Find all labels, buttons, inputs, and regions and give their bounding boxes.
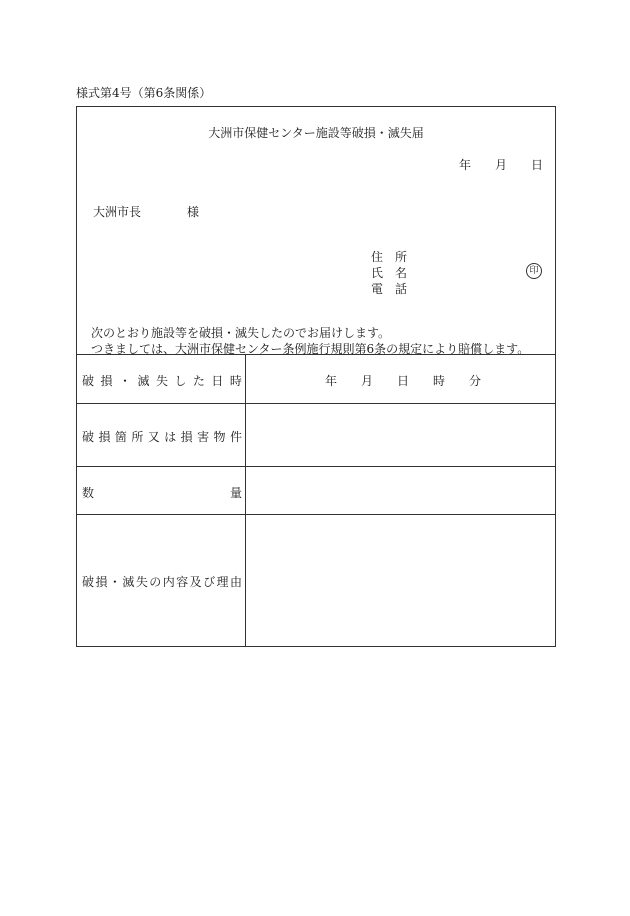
row-label-char: 及 <box>189 575 202 589</box>
date-month-label: 月 <box>495 158 508 172</box>
datetime-day-label: 日 <box>397 374 410 388</box>
table-divider <box>77 354 555 355</box>
phone-label: 電 話 <box>371 282 408 296</box>
row-label-char: ・ <box>118 374 131 388</box>
row-label-char: 理 <box>216 575 229 589</box>
row-label-char: 物 <box>213 430 226 444</box>
datetime-hour-label: 時 <box>433 374 446 388</box>
statement-line-1: 次のとおり施設等を破損・滅失したのでお届けします。 <box>91 326 391 340</box>
address-label: 住 所 <box>371 250 408 264</box>
addressee: 大洲市長 <box>93 205 142 219</box>
row-label-char: 損 <box>98 430 111 444</box>
seal-mark: 印 <box>526 263 542 279</box>
row-label-char: し <box>174 374 187 388</box>
row-label-char: 破 <box>82 430 95 444</box>
row-label-char: ・ <box>108 575 121 589</box>
row-label-char: 害 <box>197 430 210 444</box>
datetime-year-label: 年 <box>325 374 338 388</box>
form-table <box>76 106 556 647</box>
row-label-char: た <box>192 374 205 388</box>
datetime-month-label: 月 <box>361 374 374 388</box>
row-label-char: 量 <box>229 486 242 500</box>
name-label: 氏 名 <box>371 266 408 280</box>
date-day-label: 日 <box>531 158 544 172</box>
statement-line-2: つきましては、大洲市保健センター条例施行規則第6条の規定により賠償します。 <box>91 342 530 356</box>
row-label-char: 滅 <box>137 374 150 388</box>
table-divider <box>77 466 555 467</box>
row-label-char: 損 <box>100 374 113 388</box>
row-label-char: 失 <box>135 575 148 589</box>
row-label-details-reason <box>82 573 242 590</box>
row-label-char: 破 <box>82 575 95 589</box>
row-label-char: 破 <box>82 374 95 388</box>
row-label-char: 滅 <box>122 575 135 589</box>
row-label-quantity <box>82 484 242 501</box>
row-label-damaged-item <box>82 428 242 445</box>
form-number: 様式第4号（第6条関係） <box>76 86 212 100</box>
table-divider <box>77 514 555 515</box>
row-label-char: 損 <box>180 430 193 444</box>
row-label-char: は <box>164 430 177 444</box>
addressee-suffix: 様 <box>187 205 200 219</box>
row-label-char: 数 <box>82 486 95 500</box>
row-label-char: 箇 <box>114 430 127 444</box>
row-label-char: 損 <box>95 575 108 589</box>
row-label-char: 失 <box>155 374 168 388</box>
row-label-char: 日 <box>211 374 224 388</box>
table-column-divider <box>245 354 246 646</box>
row-label-char: 由 <box>229 575 242 589</box>
row-label-char: の <box>149 575 162 589</box>
row-label-char: 又 <box>147 430 160 444</box>
row-label-char: 時 <box>229 374 242 388</box>
date-year-label: 年 <box>459 158 472 172</box>
datetime-minute-label: 分 <box>469 374 482 388</box>
row-label-char: 件 <box>229 430 242 444</box>
table-divider <box>77 403 555 404</box>
row-label-char: 所 <box>131 430 144 444</box>
row-label-char: 内 <box>162 575 175 589</box>
form-title: 大洲市保健センター施設等破損・滅失届 <box>208 126 424 140</box>
row-label-datetime <box>82 372 242 389</box>
row-label-char: び <box>203 575 216 589</box>
row-label-char: 容 <box>176 575 189 589</box>
